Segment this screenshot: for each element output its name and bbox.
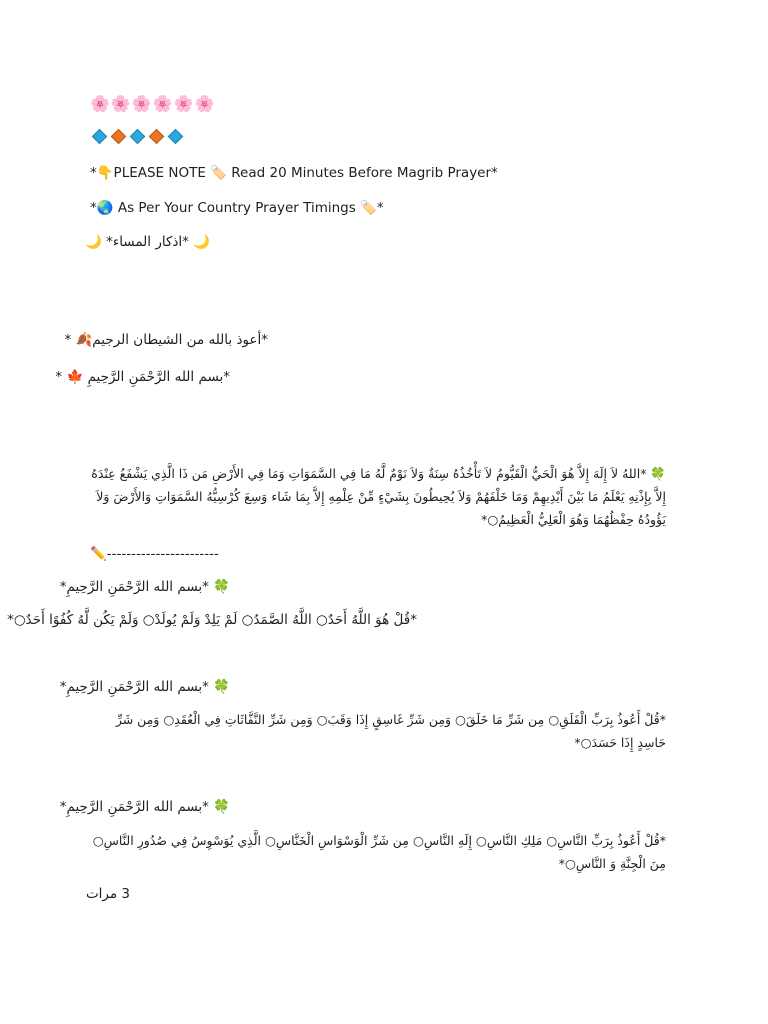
timings-line: *🌏 As Per Your Country Prayer Timings 🏷️*	[90, 200, 384, 216]
adhkar-title: 🌙 *اذكار المساء* 🌙	[85, 234, 210, 250]
blue-diamond-icon	[92, 129, 108, 145]
surah-ikhlas: *قُلْ هُوَ اللَّهُ أَحَدٌ○ اللَّهُ الصَّمَدُ○ لَمْ يَلِدْ وَلَمْ يُولَدْ○ وَلَمْ يَكُن لَّهُ كُفُوًا أَحَدٌ○*	[7, 612, 417, 628]
surah-falaq: *قُلْ أَعُوذُ بِرَبِّ الْفَلَقِ○ مِن شَرِّ مَا خَلَقَ○ وَمِن شَرِّ غَاسِقٍ إِذَا وَقَبَ○ وَمِن شَرِّ النَّفَّاثَاتِ فِي الْعُقَدِ○ وَمِن شَرِّ حَاسِدٍ إِذَا حَسَدَ○*	[115, 712, 666, 750]
please-note-line: *👇PLEASE NOTE 🏷️ Read 20 Minutes Before Magrib Prayer*	[90, 165, 498, 181]
repeat-count: 3 مرات	[85, 886, 130, 902]
orange-diamond-icon	[149, 129, 165, 145]
blue-diamond-icon	[168, 129, 184, 145]
surah-basmala: 🍀 *بسم الله الرَّحْمَنِ الرَّحِيمِ*	[59, 679, 230, 695]
surah-basmala: 🍀 *بسم الله الرَّحْمَنِ الرَّحِيمِ*	[59, 579, 230, 595]
document-page	[7, 0, 666, 1024]
flower-row: 🌸🌸🌸🌸🌸🌸	[90, 94, 216, 113]
blue-diamond-icon	[130, 129, 146, 145]
divider-line: ✏️-----------------------	[90, 546, 219, 562]
surah-nas: *قُلْ أَعُوذُ بِرَبِّ النَّاسِ○ مَلِكِ النَّاسِ○ إِلَهِ النَّاسِ○ مِن شَرِّ الْوَسْوَاسِ الْخَنَّاسِ○ الَّذِي يُوَسْوِسُ فِي صُدُورِ النَّاسِ○ مِنَ الْجِنَّةِ وَ النَّاسِ○*	[92, 833, 666, 871]
diamond-row	[90, 128, 666, 148]
orange-diamond-icon	[111, 129, 127, 145]
ayat-al-kursi: 🍀 *اللهُ لاَ إِلَهَ إِلاَّ هُوَ الْحَيُّ الْقَيُّومُ لاَ تَأْخُذُهُ سِنَةٌ وَلاَ نَوْمٌ لَّهُ مَا فِي السَّمَوَاتِ وَمَا فِي الأَرْضِ مَن ذَا الَّذِي يَشْفَعُ عِنْدَهُ إِلاَّ بِإِذْنِهِ يَعْلَمُ مَا بَيْنَ أَيْدِيهِمْ وَمَا خَلْفَهُمْ وَلاَ يُحِيطُونَ بِشَيْءٍ مِّنْ عِلْمِهِ إِلاَّ بِمَا شَاء وَسِعَ كُرْسِيُّهُ السَّمَوَاتِ وَالأَرْضَ وَلاَ يَؤُودُهُ حِفْظُهُمَا وَهُوَ الْعَلِيُّ الْعَظِيمُ○*	[91, 466, 666, 527]
taawudh-line: *أعوذ بالله من الشيطان الرجيم🍂 *	[64, 332, 268, 348]
surah-basmala: 🍀 *بسم الله الرَّحْمَنِ الرَّحِيمِ*	[59, 799, 230, 815]
basmala-line: *بسم الله الرَّحْمَنِ الرَّحِيمِ 🍁 *	[55, 369, 230, 385]
